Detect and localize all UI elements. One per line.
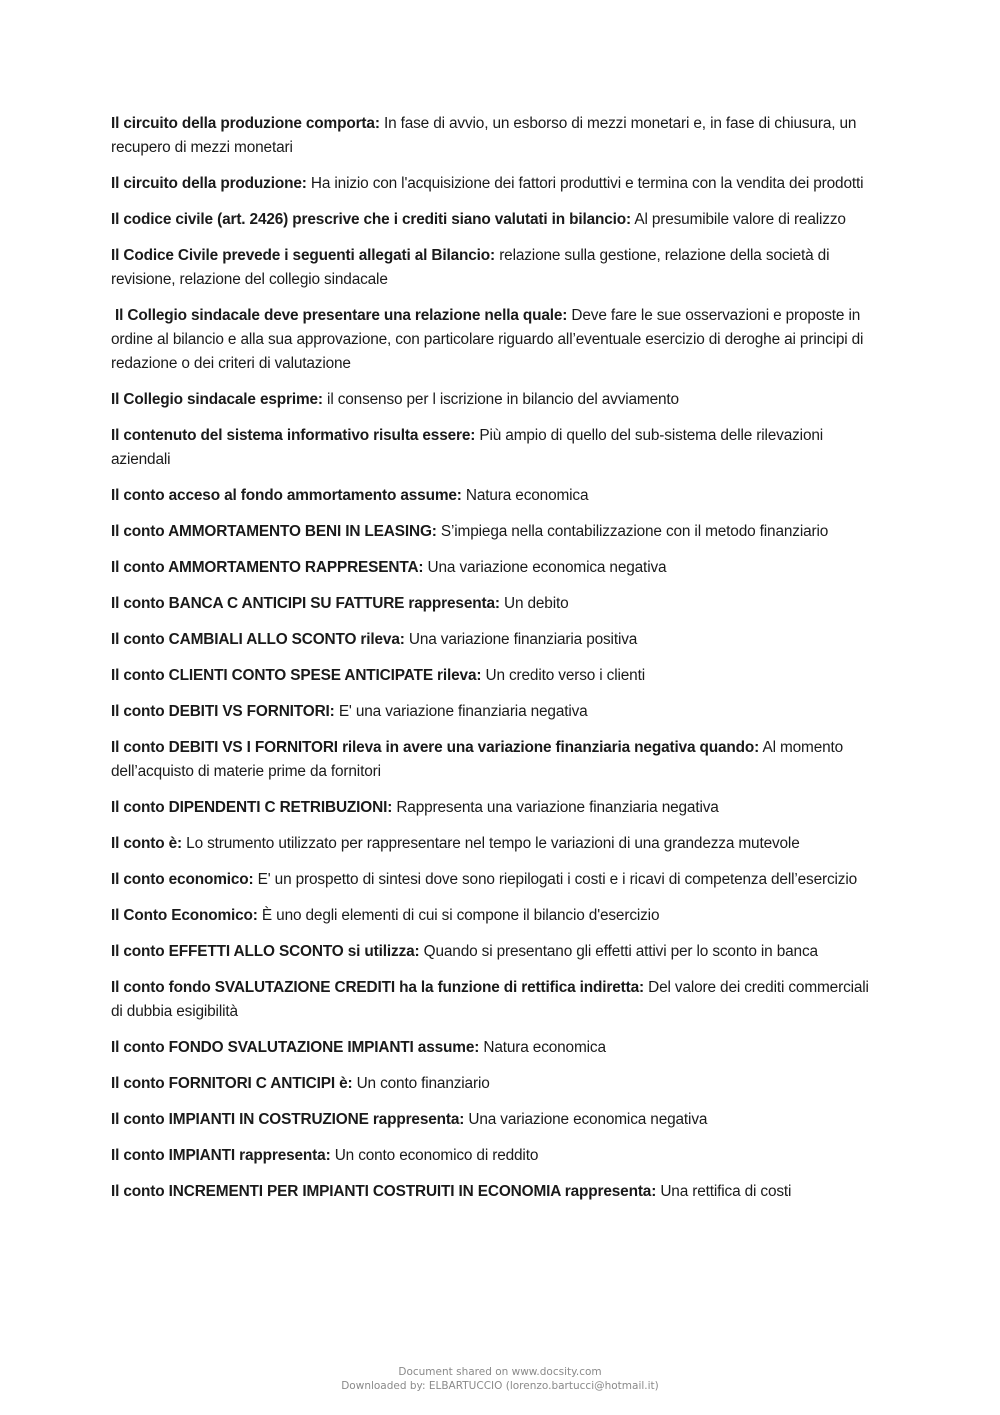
answer: Deve fare le sue osservazioni e proposte in ordine al bilancio e alla sua approvazione, con particolare riguardo all’eventuale esercizio di deroghe ai principi di redazione o dei criteri di valutazione	[111, 307, 864, 372]
answer: Un credito verso i clienti	[485, 667, 645, 684]
question: Il conto DIPENDENTI C RETRIBUZIONI:	[111, 799, 393, 816]
qa-entry	[111, 304, 883, 376]
question: Il Codice Civile prevede i seguenti allegati al Bilancio:	[111, 247, 496, 264]
qa-entry	[111, 172, 883, 196]
answer: Un debito	[503, 595, 569, 612]
qa-entry	[111, 112, 883, 160]
qa-entry	[111, 628, 883, 652]
question: Il conto IMPIANTI rappresenta:	[111, 1147, 331, 1164]
answer: Natura economica	[465, 487, 589, 504]
answer: In fase di avvio, un esborso di mezzi monetari e, in fase di chiusura, un recupero di mezzi monetari	[111, 115, 857, 156]
question: Il contenuto del sistema informativo risulta essere:	[111, 427, 476, 444]
question: Il circuito della produzione comporta:	[111, 115, 380, 132]
answer: Ha inizio con l'acquisizione dei fattori produttivi e termina con la vendita dei prodotti	[310, 175, 864, 192]
qa-entry	[111, 1072, 883, 1096]
qa-entry	[111, 244, 883, 292]
question: Il conto BANCA C ANTICIPI SU FATTURE rappresenta:	[111, 595, 500, 612]
question: Il conto CLIENTI CONTO SPESE ANTICIPATE rileva:	[111, 667, 482, 684]
qa-entry	[111, 1180, 883, 1204]
qa-entry	[111, 1036, 883, 1060]
answer: Al momento dell’acquisto di materie prime da fornitori	[111, 739, 844, 780]
answer: È uno degli elementi di cui si compone il bilancio d'esercizio	[261, 907, 660, 924]
page-footer	[0, 1365, 1000, 1393]
document-body	[111, 112, 883, 1216]
qa-entry	[111, 940, 883, 964]
qa-entry	[111, 520, 883, 544]
answer: il consenso per l iscrizione in bilancio del avviamento	[327, 391, 679, 408]
qa-entry	[111, 664, 883, 688]
question: Il conto FORNITORI C ANTICIPI è:	[111, 1075, 353, 1092]
qa-entry	[111, 736, 883, 784]
answer: E' un prospetto di sintesi dove sono riepilogati i costi e i ricavi di competenza dell’esercizio	[257, 871, 858, 888]
question: Il Collegio sindacale esprime:	[111, 391, 323, 408]
question: Il conto IMPIANTI IN COSTRUZIONE rappresenta:	[111, 1111, 465, 1128]
qa-entry	[111, 904, 883, 928]
qa-entry	[111, 592, 883, 616]
question: Il conto FONDO SVALUTAZIONE IMPIANTI assume:	[111, 1039, 480, 1056]
question: Il conto AMMORTAMENTO RAPPRESENTA:	[111, 559, 424, 576]
answer: Un conto finanziario	[356, 1075, 490, 1092]
qa-entry	[111, 1144, 883, 1168]
answer: Lo strumento utilizzato per rappresentare nel tempo le variazioni di una grandezza mutevole	[186, 835, 800, 852]
qa-entry	[111, 868, 883, 892]
question: Il conto INCREMENTI PER IMPIANTI COSTRUITI IN ECONOMIA rappresenta:	[111, 1183, 657, 1200]
answer: Più ampio di quello del sub-sistema delle rilevazioni aziendali	[111, 427, 824, 468]
question: Il conto DEBITI VS FORNITORI:	[111, 703, 335, 720]
qa-entry	[111, 976, 883, 1024]
question: Il conto è:	[111, 835, 183, 852]
answer: E' una variazione finanziaria negativa	[338, 703, 588, 720]
answer: Quando si presentano gli effetti attivi per lo sconto in banca	[423, 943, 818, 960]
question: Il Conto Economico:	[111, 907, 258, 924]
answer: relazione sulla gestione, relazione della società di revisione, relazione del collegio sindacale	[111, 247, 830, 288]
answer: Una variazione economica negativa	[468, 1111, 708, 1128]
question: Il conto acceso al fondo ammortamento assume:	[111, 487, 462, 504]
answer: Un conto economico di reddito	[334, 1147, 539, 1164]
question: Il conto CAMBIALI ALLO SCONTO rileva:	[111, 631, 405, 648]
qa-entry	[111, 556, 883, 580]
answer: S’impiega nella contabilizzazione con il metodo finanziario	[440, 523, 829, 540]
question: Il conto EFFETTI ALLO SCONTO si utilizza:	[111, 943, 420, 960]
question: Il circuito della produzione:	[111, 175, 307, 192]
answer: Al presumibile valore di realizzo	[634, 211, 846, 228]
footer-shared-notice: Document shared on www.docsity.com	[398, 1366, 602, 1378]
answer: Natura economica	[483, 1039, 606, 1056]
qa-entry	[111, 1108, 883, 1132]
qa-entry	[111, 208, 883, 232]
question: Il conto DEBITI VS I FORNITORI rileva in avere una variazione finanziaria negativa quando:	[111, 739, 760, 756]
qa-entry	[111, 388, 883, 412]
footer-download-notice: Downloaded by: ELBARTUCCIO (lorenzo.bartucci@hotmail.it)	[341, 1380, 659, 1392]
qa-entry	[111, 796, 883, 820]
answer: Rappresenta una variazione finanziaria negativa	[396, 799, 719, 816]
question: Il Collegio sindacale deve presentare una relazione nella quale:	[115, 307, 568, 324]
qa-entry	[111, 484, 883, 508]
question: Il conto economico:	[111, 871, 254, 888]
question: Il codice civile (art. 2426) prescrive che i crediti siano valutati in bilancio:	[111, 211, 632, 228]
answer: Una rettifica di costi	[660, 1183, 792, 1200]
question: Il conto AMMORTAMENTO BENI IN LEASING:	[111, 523, 437, 540]
qa-entry	[111, 424, 883, 472]
answer: Una variazione finanziaria positiva	[408, 631, 638, 648]
answer: Una variazione economica negativa	[427, 559, 667, 576]
qa-entry	[111, 832, 883, 856]
answer: Del valore dei crediti commerciali di dubbia esigibilità	[111, 979, 869, 1020]
qa-entry	[111, 700, 883, 724]
question: Il conto fondo SVALUTAZIONE CREDITI ha la funzione di rettifica indiretta:	[111, 979, 644, 996]
